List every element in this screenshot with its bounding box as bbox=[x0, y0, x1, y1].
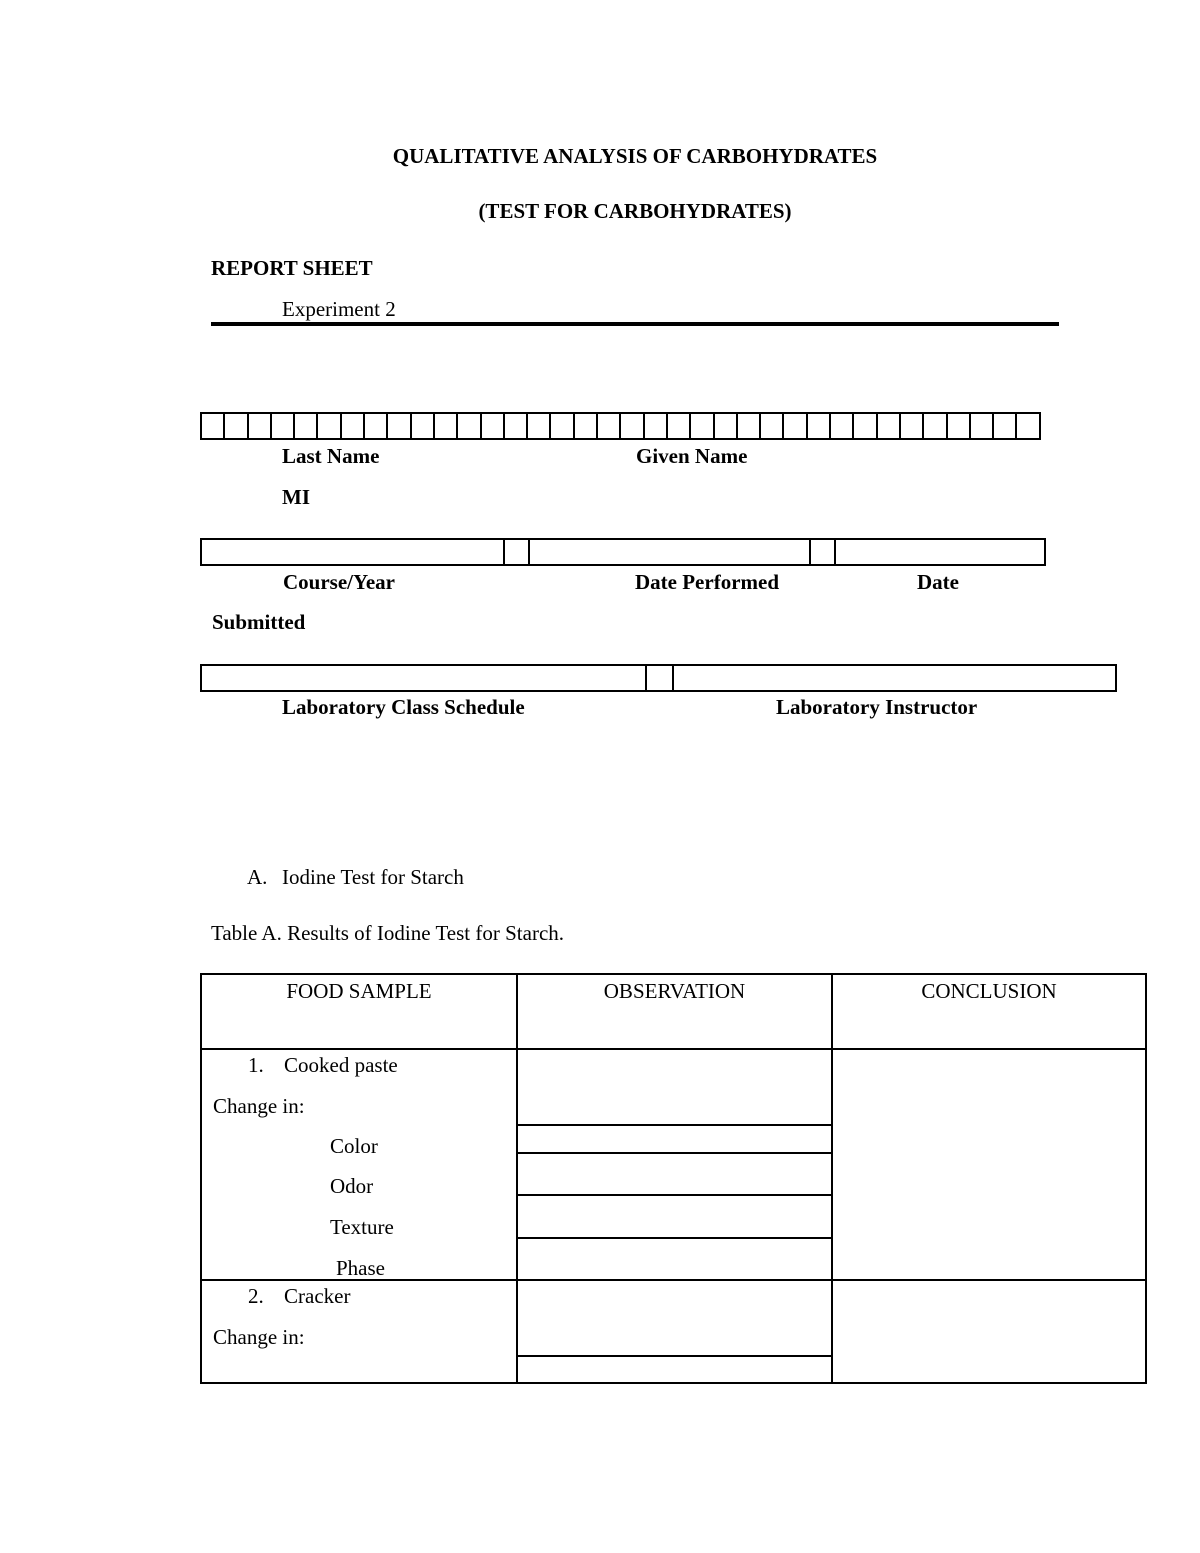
course-year-box[interactable] bbox=[200, 538, 505, 566]
name-letter-box[interactable] bbox=[316, 412, 341, 440]
observation-line bbox=[518, 1152, 831, 1154]
row-divider bbox=[202, 1048, 1145, 1050]
name-letter-box[interactable] bbox=[992, 412, 1017, 440]
name-letter-box[interactable] bbox=[922, 412, 947, 440]
lab-boxes bbox=[200, 664, 1117, 692]
lab-instructor-box[interactable] bbox=[672, 664, 1117, 692]
results-table bbox=[200, 973, 1147, 1384]
separator-box bbox=[645, 664, 674, 692]
date-performed-label: Date Performed bbox=[635, 570, 780, 594]
observation-line bbox=[518, 1124, 831, 1126]
name-letter-box[interactable] bbox=[666, 412, 691, 440]
report-sheet-label: REPORT SHEET bbox=[211, 256, 373, 280]
name-letter-box[interactable] bbox=[480, 412, 505, 440]
name-letter-box[interactable] bbox=[503, 412, 528, 440]
separator-box bbox=[503, 538, 530, 566]
header-rule bbox=[211, 322, 1059, 326]
name-letter-box[interactable] bbox=[1015, 412, 1040, 440]
name-letter-box[interactable] bbox=[247, 412, 272, 440]
name-letter-box[interactable] bbox=[456, 412, 481, 440]
name-letter-box[interactable] bbox=[363, 412, 388, 440]
column-divider bbox=[516, 975, 518, 1382]
name-letter-box[interactable] bbox=[270, 412, 295, 440]
name-letter-box[interactable] bbox=[596, 412, 621, 440]
date-submitted-box[interactable] bbox=[834, 538, 1046, 566]
section-marker: A. bbox=[247, 865, 268, 889]
name-letter-box[interactable] bbox=[526, 412, 551, 440]
submitted-label: Submitted bbox=[212, 610, 306, 634]
name-letter-box[interactable] bbox=[619, 412, 644, 440]
property-odor: Odor bbox=[330, 1174, 374, 1198]
name-letter-box[interactable] bbox=[852, 412, 877, 440]
observation-line bbox=[518, 1355, 831, 1357]
name-letter-box[interactable] bbox=[643, 412, 668, 440]
name-letter-box[interactable] bbox=[806, 412, 831, 440]
name-letter-box[interactable] bbox=[829, 412, 854, 440]
name-letter-box[interactable] bbox=[736, 412, 761, 440]
name-letter-box[interactable] bbox=[782, 412, 807, 440]
separator-box bbox=[809, 538, 836, 566]
sample-name: Cracker bbox=[284, 1284, 351, 1308]
name-letter-box[interactable] bbox=[946, 412, 971, 440]
header-observation: OBSERVATION bbox=[603, 979, 746, 1003]
date-label: Date bbox=[917, 570, 959, 594]
name-letter-box[interactable] bbox=[549, 412, 574, 440]
name-letter-box[interactable] bbox=[293, 412, 318, 440]
lab-schedule-box[interactable] bbox=[200, 664, 647, 692]
sample-name: Cooked paste bbox=[284, 1053, 398, 1077]
date-performed-box[interactable] bbox=[528, 538, 811, 566]
header-conclusion: CONCLUSION bbox=[921, 979, 1057, 1003]
name-letter-box[interactable] bbox=[969, 412, 994, 440]
page-title: QUALITATIVE ANALYSIS OF CARBOHYDRATES bbox=[392, 144, 878, 168]
experiment-label: Experiment 2 bbox=[282, 297, 396, 321]
header-food-sample: FOOD SAMPLE bbox=[286, 979, 432, 1003]
name-letter-box[interactable] bbox=[433, 412, 458, 440]
name-letter-box[interactable] bbox=[340, 412, 365, 440]
last-name-label: Last Name bbox=[282, 444, 380, 468]
mi-label: MI bbox=[282, 485, 310, 509]
property-color: Color bbox=[330, 1134, 378, 1158]
observation-line bbox=[518, 1237, 831, 1239]
property-texture: Texture bbox=[330, 1215, 394, 1239]
change-in-label: Change in: bbox=[213, 1094, 305, 1118]
name-letter-box[interactable] bbox=[386, 412, 411, 440]
observation-line bbox=[518, 1194, 831, 1196]
lab-schedule-label: Laboratory Class Schedule bbox=[282, 695, 525, 719]
change-in-label: Change in: bbox=[213, 1325, 305, 1349]
course-date-boxes bbox=[200, 538, 1046, 566]
property-phase: Phase bbox=[336, 1256, 385, 1280]
name-letter-box[interactable] bbox=[573, 412, 598, 440]
row-number: 1. bbox=[248, 1053, 264, 1077]
name-letter-box[interactable] bbox=[899, 412, 924, 440]
name-letter-box[interactable] bbox=[759, 412, 784, 440]
name-letter-box[interactable] bbox=[223, 412, 248, 440]
lab-instructor-label: Laboratory Instructor bbox=[776, 695, 978, 719]
name-letter-box[interactable] bbox=[689, 412, 714, 440]
column-divider bbox=[831, 975, 833, 1382]
name-letter-box[interactable] bbox=[200, 412, 225, 440]
name-letter-box[interactable] bbox=[713, 412, 738, 440]
row-number: 2. bbox=[248, 1284, 264, 1308]
name-letter-box[interactable] bbox=[410, 412, 435, 440]
course-year-label: Course/Year bbox=[283, 570, 395, 594]
page-subtitle: (TEST FOR CARBOHYDRATES) bbox=[478, 199, 792, 223]
name-letter-boxes[interactable] bbox=[200, 412, 1041, 440]
table-caption: Table A. Results of Iodine Test for Starch. bbox=[211, 921, 565, 945]
name-letter-box[interactable] bbox=[876, 412, 901, 440]
given-name-label: Given Name bbox=[636, 444, 748, 468]
section-heading: Iodine Test for Starch bbox=[282, 865, 464, 889]
